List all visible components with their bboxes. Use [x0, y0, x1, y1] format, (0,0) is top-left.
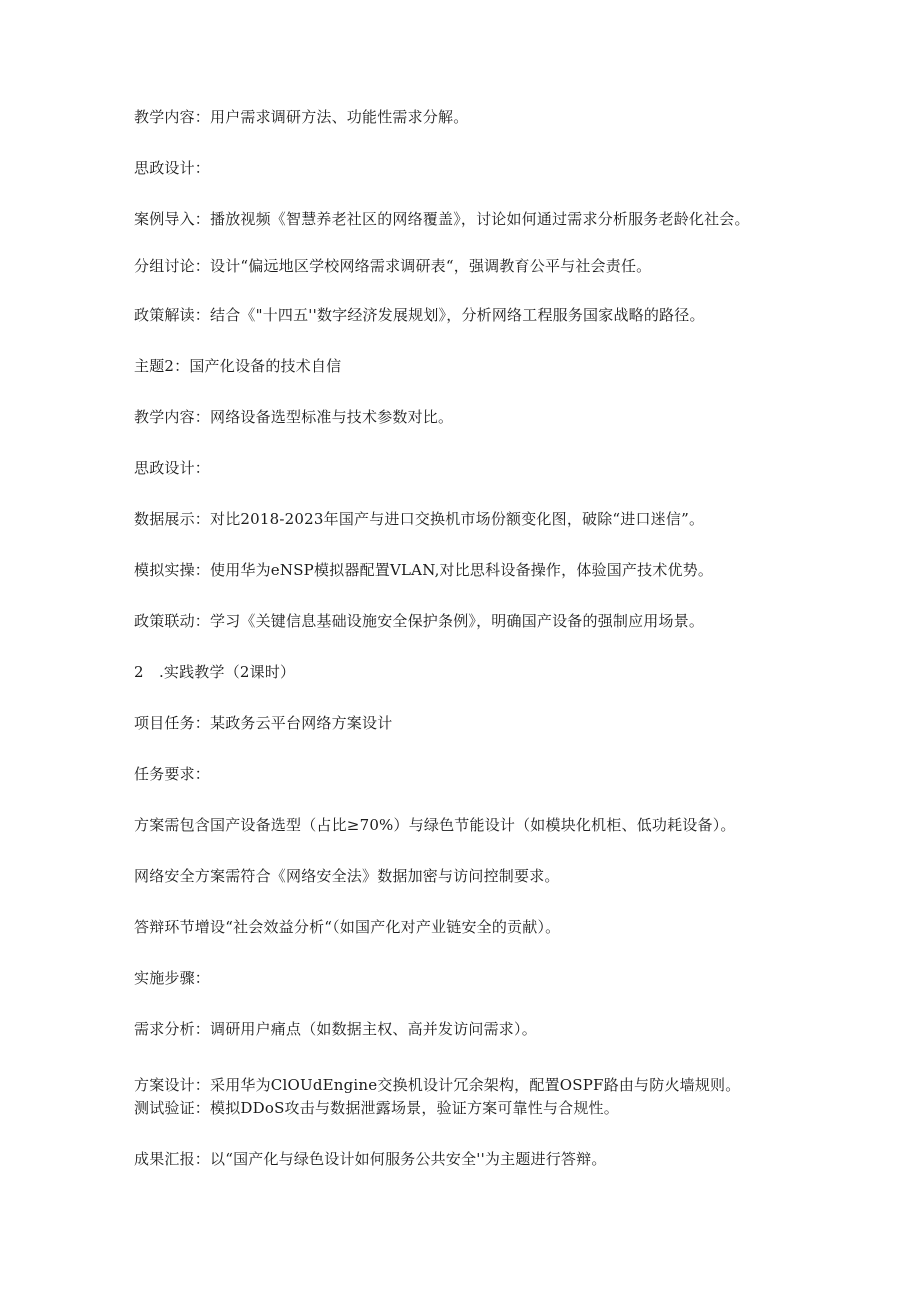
paragraph-teaching-content-1: 教学内容：用户需求调研方法、功能性需求分解。: [134, 108, 469, 126]
paragraph-case-intro: 案例导入：播放视频《智慧养老社区的网络覆盖》，讨论如何通过需求分析服务老龄化社会。: [134, 210, 750, 228]
paragraph-step-requirements-analysis: 需求分析：调研用户痛点（如数据主权、高并发访问需求）。: [134, 1020, 537, 1038]
paragraph-step-testing: 测试验证：模拟DDoS攻击与数据泄露场景，验证方案可靠性与合规性。: [134, 1099, 619, 1117]
paragraph-policy-reading: 政策解读：结合《"十四五''数字经济发展规划》，分析网络工程服务国家战略的路径。: [134, 306, 705, 324]
paragraph-topic-2: 主题2：国产化设备的技术自信: [134, 357, 342, 375]
paragraph-requirement-2: 网络安全方案需符合《网络安全法》数据加密与访问控制要求。: [134, 867, 560, 885]
section-heading-practice: 2 .实践教学（2课时）: [134, 663, 296, 681]
paragraph-group-discussion: 分组讨论：设计“偏远地区学校网络需求调研表“，强调教育公平与社会责任。: [134, 257, 652, 275]
paragraph-simulation-practice: 模拟实操：使用华为eNSP模拟器配置VLAN,对比思科设备操作，体验国产技术优势。: [134, 561, 714, 579]
paragraph-requirement-1: 方案需包含国产设备选型（占比≥70%）与绿色节能设计（如模块化机柜、低功耗设备）。: [134, 816, 736, 834]
paragraph-step-solution-design: 方案设计：采用华为ClOUdEngine交换机设计冗余架构，配置OSPF路由与防火墙规则。: [134, 1076, 741, 1094]
paragraph-data-display: 数据展示：对比2018-2023年国产与进口交换机市场份额变化图，破除“进口迷信”。: [134, 510, 705, 528]
paragraph-task-requirements: 任务要求：: [134, 765, 211, 783]
paragraph-ideology-design-1: 思政设计：: [134, 159, 211, 177]
paragraph-requirement-3: 答辩环节增设“社会效益分析“（如国产化对产业链安全的贡献）。: [134, 918, 561, 936]
paragraph-ideology-design-2: 思政设计：: [134, 459, 211, 477]
paragraph-project-task: 项目任务：某政务云平台网络方案设计: [134, 714, 393, 732]
paragraph-implementation-steps: 实施步骤：: [134, 969, 211, 987]
paragraph-step-presentation: 成果汇报：以“国产化与绿色设计如何服务公共安全''为主题进行答辩。: [134, 1150, 607, 1168]
paragraph-teaching-content-2: 教学内容：网络设备选型标准与技术参数对比。: [134, 408, 454, 426]
paragraph-policy-linkage: 政策联动：学习《关键信息基础设施安全保护条例》，明确国产设备的强制应用场景。: [134, 612, 705, 630]
